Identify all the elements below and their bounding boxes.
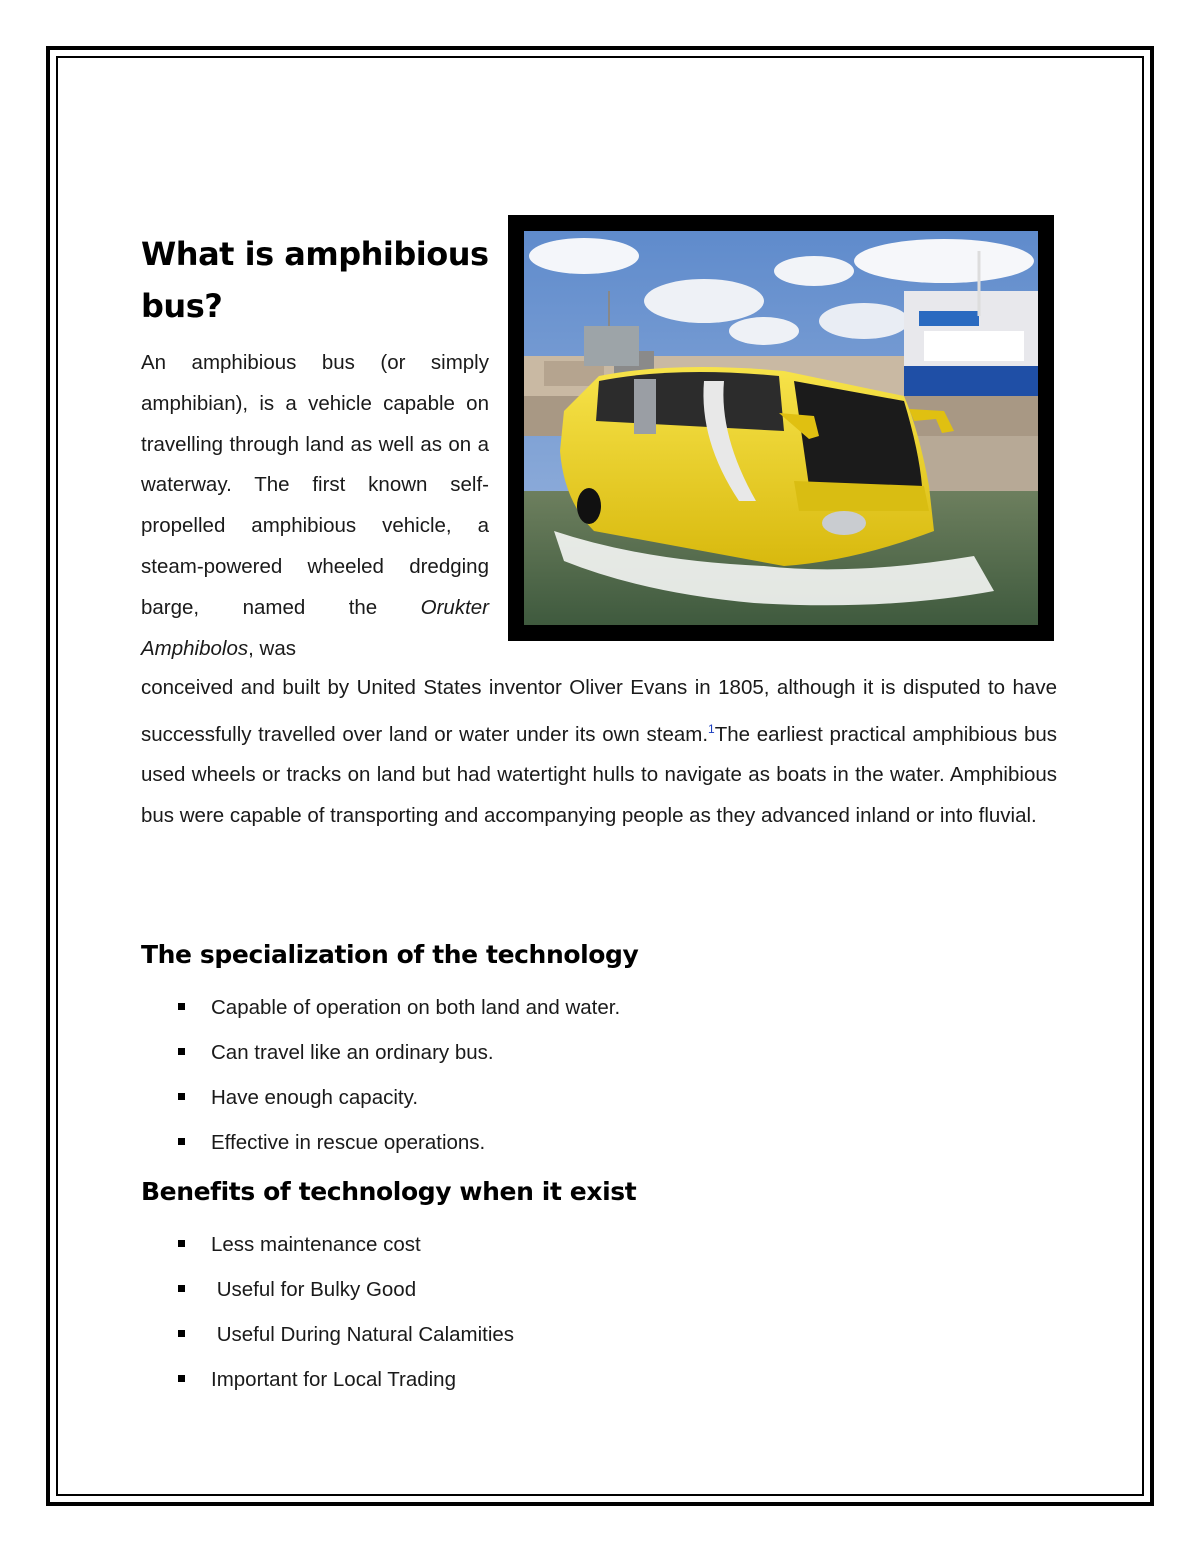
square-bullet-icon — [178, 1093, 185, 1100]
intro-text-end: , was — [248, 636, 296, 660]
list-item — [176, 1267, 514, 1312]
footnote-reference-link[interactable]: 1 — [708, 721, 715, 736]
list-item — [176, 1312, 514, 1357]
intro-continued-text-end: The earliest practical amphibious bus used wheels or tracks on land but had watertight hulls to navigate as boats in the water. Amphibious bus were capable of transporting and accompanying people as they advanced inland or into fluvial. — [141, 722, 1057, 828]
square-bullet-icon — [178, 1375, 185, 1382]
intro-continued-text: conceived and built by United States inventor Oliver Evans in 1805, although it is disputed to have successfully travelled over land or water under its own steam. — [141, 676, 1057, 746]
square-bullet-icon — [178, 1240, 185, 1247]
list-item — [176, 1030, 620, 1075]
list-item — [176, 1357, 514, 1402]
list-item — [176, 985, 620, 1030]
list-item-text: Capable of operation on both land and water. — [211, 996, 621, 1019]
list-item — [176, 1120, 620, 1165]
specialization-list — [176, 985, 620, 1165]
intro-text: An amphibious bus (or simply amphibian), is a vehicle capable on travelling through land as well as on a waterway. The first known self-propelled amphibious vehicle, a steam-powered wheeled dredging barge, named the — [141, 351, 489, 619]
list-item-text: Can travel like an ordinary bus. — [211, 1041, 494, 1064]
list-item-text: Useful During Natural Calamities — [211, 1323, 515, 1346]
list-item-text: Effective in rescue operations. — [211, 1131, 486, 1154]
intro-paragraph — [141, 343, 489, 669]
bus-photo-illustration — [524, 231, 1038, 625]
amphibious-bus-photo — [508, 215, 1054, 641]
orukter-amphibolos-name: Orukter Amphibolos — [141, 595, 489, 660]
section-heading-specialization: The specialization of the technology — [141, 940, 639, 969]
list-item-text: Have enough capacity. — [211, 1086, 419, 1109]
list-item-text: Less maintenance cost — [211, 1233, 421, 1256]
list-item-text: Important for Local Trading — [211, 1368, 456, 1391]
intro-paragraph-continued — [141, 668, 1057, 837]
square-bullet-icon — [178, 1330, 185, 1337]
list-item — [176, 1222, 514, 1267]
list-item-text: Useful for Bulky Good — [211, 1278, 417, 1301]
page-title: What is amphibious bus? — [141, 235, 489, 325]
section-heading-benefits: Benefits of technology when it exist — [141, 1177, 637, 1206]
list-item — [176, 1075, 620, 1120]
square-bullet-icon — [178, 1285, 185, 1292]
square-bullet-icon — [178, 1138, 185, 1145]
benefits-list — [176, 1222, 514, 1402]
square-bullet-icon — [178, 1048, 185, 1055]
square-bullet-icon — [178, 1003, 185, 1010]
